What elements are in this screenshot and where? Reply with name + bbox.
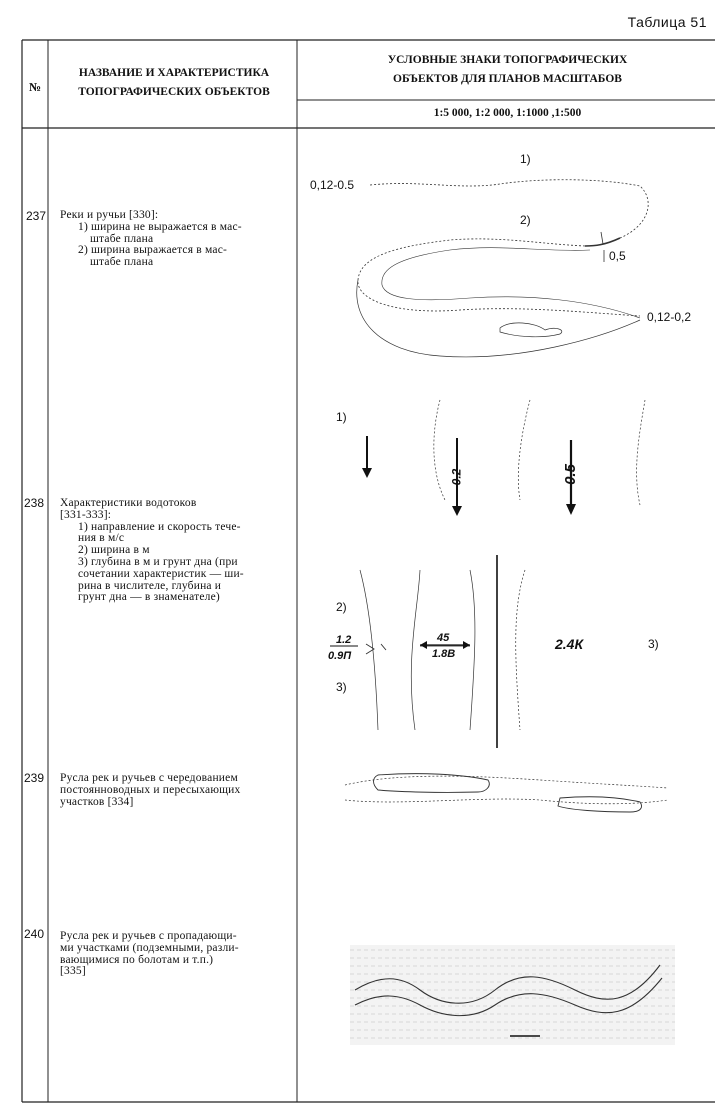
row-number-240: 240 xyxy=(24,927,45,941)
label-237-2: 2) xyxy=(520,213,531,227)
label-238-3a: 3) xyxy=(336,680,347,694)
header-name-line1: НАЗВАНИЕ И ХАРАКТЕРИСТИКА xyxy=(78,67,270,79)
header-object-name xyxy=(52,64,296,102)
row-238-line: рина в числителе, глубина и xyxy=(78,579,222,592)
row-240-line: Русла рек и ручьев с пропадающи- xyxy=(60,930,237,942)
row-238-line: 2) ширина в м xyxy=(78,544,150,557)
row-238-line: [331-333]: xyxy=(60,508,112,521)
row-number-237: 237 xyxy=(26,209,47,223)
label-238-2: 2) xyxy=(336,600,347,614)
header-scales: 1:5 000, 1:2 000, 1:1000 ,1:500 xyxy=(433,107,582,119)
watercourse-symbols-238 xyxy=(330,400,645,748)
header-symbols-line1: УСЛОВНЫЕ ЗНАКИ ТОПОГРАФИЧЕСКИХ xyxy=(387,54,628,66)
label-238-1: 1) xyxy=(336,410,347,424)
row-238-line: сочетании характеристик — ши- xyxy=(78,567,244,580)
row-238-line: ния в м/с xyxy=(78,532,125,545)
row-237-line: штабе плана xyxy=(90,256,154,269)
label-238-velocity-1: 0.2 xyxy=(449,468,464,486)
row-238-line: 3) глубина в м и грунт дна (при xyxy=(78,555,238,568)
row-238-line: Характеристики водотоков xyxy=(60,497,197,509)
label-238-fraction-2-num: 45 xyxy=(437,632,450,644)
label-237-1: 1) xyxy=(520,152,531,166)
channel-symbol-240 xyxy=(350,945,675,1045)
row-237-line: 1) ширина не выражается в мас- xyxy=(78,220,242,233)
row-237-line: Реки и ручьи [330]: xyxy=(60,209,159,221)
header-symbols-line2: ОБЪЕКТОВ ДЛЯ ПЛАНОВ МАСШТАБОВ xyxy=(393,73,622,85)
row-240-line: ми участками (подземными, разли- xyxy=(60,941,239,954)
row-238-line: грунт дна — в знаменателе) xyxy=(78,591,220,604)
header-name-line2: ТОПОГРАФИЧЕСКИХ ОБЪЕКТОВ xyxy=(78,86,270,98)
channel-symbol-239 xyxy=(345,774,668,812)
row-237-line: штабе плана xyxy=(90,232,154,245)
row-239-line: Русла рек и ручьев с чередованием xyxy=(60,772,238,784)
row-text-237 xyxy=(60,210,292,269)
label-237-width-2: 0,5 xyxy=(609,249,626,263)
row-text-238 xyxy=(60,498,292,604)
row-number-239: 239 xyxy=(24,771,45,785)
table-title: Таблица 51 xyxy=(627,14,707,30)
river-symbol-237 xyxy=(357,180,648,357)
label-238-3b: 3) xyxy=(648,637,659,651)
row-237-line: 2) ширина выражается в мас- xyxy=(78,244,228,257)
row-239-line: постоянноводных и пересыхающих xyxy=(60,783,241,796)
row-number-238: 238 xyxy=(24,496,45,510)
row-240-line: [335] xyxy=(60,965,86,978)
header-number: № xyxy=(28,80,42,94)
row-text-240 xyxy=(60,931,296,978)
label-238-fraction-1-num: 1.2 xyxy=(336,634,352,646)
label-237-width-3: 0,12-0,2 xyxy=(647,310,692,324)
row-239-line: участков [334] xyxy=(60,795,134,808)
row-238-line: 1) направление и скорость тече- xyxy=(78,520,241,533)
label-238-velocity-2: 0.5 xyxy=(561,464,579,485)
row-240-line: вающимися по болотам и т.п.) xyxy=(60,953,214,966)
label-238-fraction-2-den: 1.8В xyxy=(432,648,456,660)
row-text-239 xyxy=(60,773,296,808)
label-238-fraction-1-den: 0.9П xyxy=(328,650,352,662)
header-symbols xyxy=(300,51,715,89)
label-238-depth: 2.4К xyxy=(555,636,584,652)
label-237-width-1: 0,12-0.5 xyxy=(310,178,355,192)
